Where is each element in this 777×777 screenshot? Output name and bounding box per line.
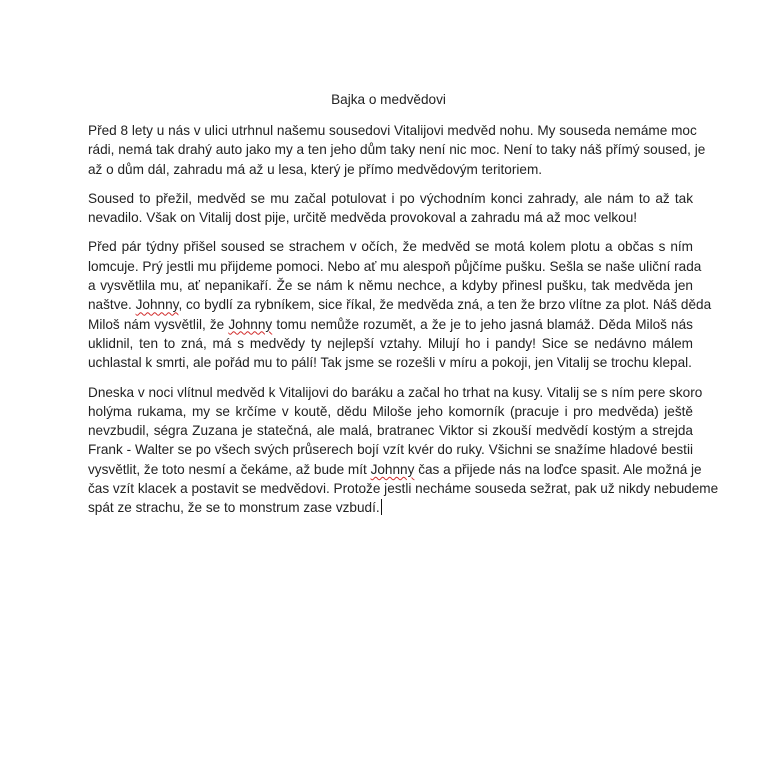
paragraph xyxy=(88,237,712,372)
text-line xyxy=(88,421,693,440)
text-run: holýma rukama, my se krčíme v koutě, dědu Miloše jeho komorník (pracuje i pro medvěda) ještě xyxy=(88,403,693,419)
misspelled-word: Johnny xyxy=(228,316,273,332)
text-line xyxy=(88,140,706,159)
document-title: Bajka o medvědovi xyxy=(331,92,446,107)
paragraph xyxy=(88,189,693,228)
text-line xyxy=(88,257,702,276)
text-run: Soused to přežil, medvěd se mu začal potulovat i po východním konci zahrady, ale nám to až tak xyxy=(88,190,693,206)
text-run: čas a přijede nás na loďce spasit. Ale možná je xyxy=(414,461,702,477)
text-run: , co bydlí za rybníkem, sice říkal, že medvěda zná, a ten že brzo vlítne za plot. Náš děda xyxy=(178,297,712,313)
paragraph xyxy=(88,121,706,179)
text-run: uchlastal k smrti, ale pořád mu to pálí! Tak jsme se rozešli v míru a pokoji, jen Vitalij se trochu klepal. xyxy=(88,355,692,371)
text-run: lomcuje. Prý jestli mu přijdeme pomoci. Nebo ať mu alespoň půjčíme pušku. Sešla se naše uliční rada xyxy=(88,258,702,274)
text-line xyxy=(88,160,693,179)
text-run: naštve. xyxy=(88,297,136,313)
paragraph xyxy=(88,383,719,518)
text-run: Před 8 lety u nás v ulici utrhnul našemu sousedovi Vitalijovi medvěd nohu. My souseda nemáme moc xyxy=(88,123,697,138)
text-line xyxy=(88,237,693,256)
misspelled-word: Johnny xyxy=(370,461,415,477)
text-line xyxy=(88,353,693,372)
text-run: nevzbudil, ségra Zuzana je statečná, ale malá, bratranec Viktor si zkouší medvědí kostým a strejda xyxy=(88,423,693,439)
text-run: uklidnil, ten to zná, má s medvědy ty nejlepší vztahy. Milují ho i pandy! Sice se nedávno málem xyxy=(88,335,693,351)
text-line xyxy=(88,121,697,140)
misspelled-word: Johnny xyxy=(135,297,179,313)
text-line xyxy=(88,334,693,353)
text-run: Frank - Walter se po všech svých průserech bojí vzít kvér do ruky. Všichni se snažíme hladové bestii xyxy=(88,442,693,458)
text-run: rádi, nemá tak drahý auto jako my a ten jeho dům taky není nic moc. Není to taky náš přímý soused, je xyxy=(88,142,706,158)
text-run: nevadilo. Však on Vitalij dost pije, určitě medvěda provokoval a zahradu má až moc velkou! xyxy=(88,210,638,226)
text-line xyxy=(88,315,693,334)
text-line xyxy=(88,276,693,295)
text-line xyxy=(88,383,703,402)
text-line xyxy=(88,402,693,421)
text-line xyxy=(88,208,693,227)
text-run: čas vzít klacek a postavit se medvědovi. Protože jestli necháme souseda sežrat, pak už nikdy nebudeme xyxy=(88,481,719,497)
text-run: tomu nemůže rozumět, a že je to jeho jasná blamáž. Děda Miloš nás xyxy=(272,316,693,332)
text-line xyxy=(88,440,693,459)
text-cursor xyxy=(381,499,382,515)
text-run: až o dům dál, zahradu má až u lesa, který je přímo medvědovým teritoriem. xyxy=(88,161,543,177)
text-run: spát ze strachu, že se to monstrum zase vzbudí. xyxy=(88,500,380,516)
text-line xyxy=(88,498,693,517)
document-body[interactable] xyxy=(88,121,719,528)
text-line xyxy=(88,189,693,208)
text-line xyxy=(88,460,702,479)
text-run: Miloš nám vysvětlil, že xyxy=(88,316,229,332)
text-run: Dneska v noci vlítnul medvěd k Vitalijovi do baráku a začal ho trhat na kusy. Vitalij se s ním pere skoro xyxy=(88,384,703,400)
text-run: Před pár týdny přišel soused se strachem v očích, že medvěd se motá kolem plotu a občas s ním xyxy=(88,239,693,255)
text-line xyxy=(88,295,712,314)
text-run: vysvětlit, že toto nesmí a čekáme, až bude mít xyxy=(88,461,371,477)
text-line xyxy=(88,479,719,498)
text-run: a vysvětlila mu, ať nepanikaří. Že se nám k němu nechce, a kdyby přinesl pušku, tak medvěda jen xyxy=(88,278,693,294)
